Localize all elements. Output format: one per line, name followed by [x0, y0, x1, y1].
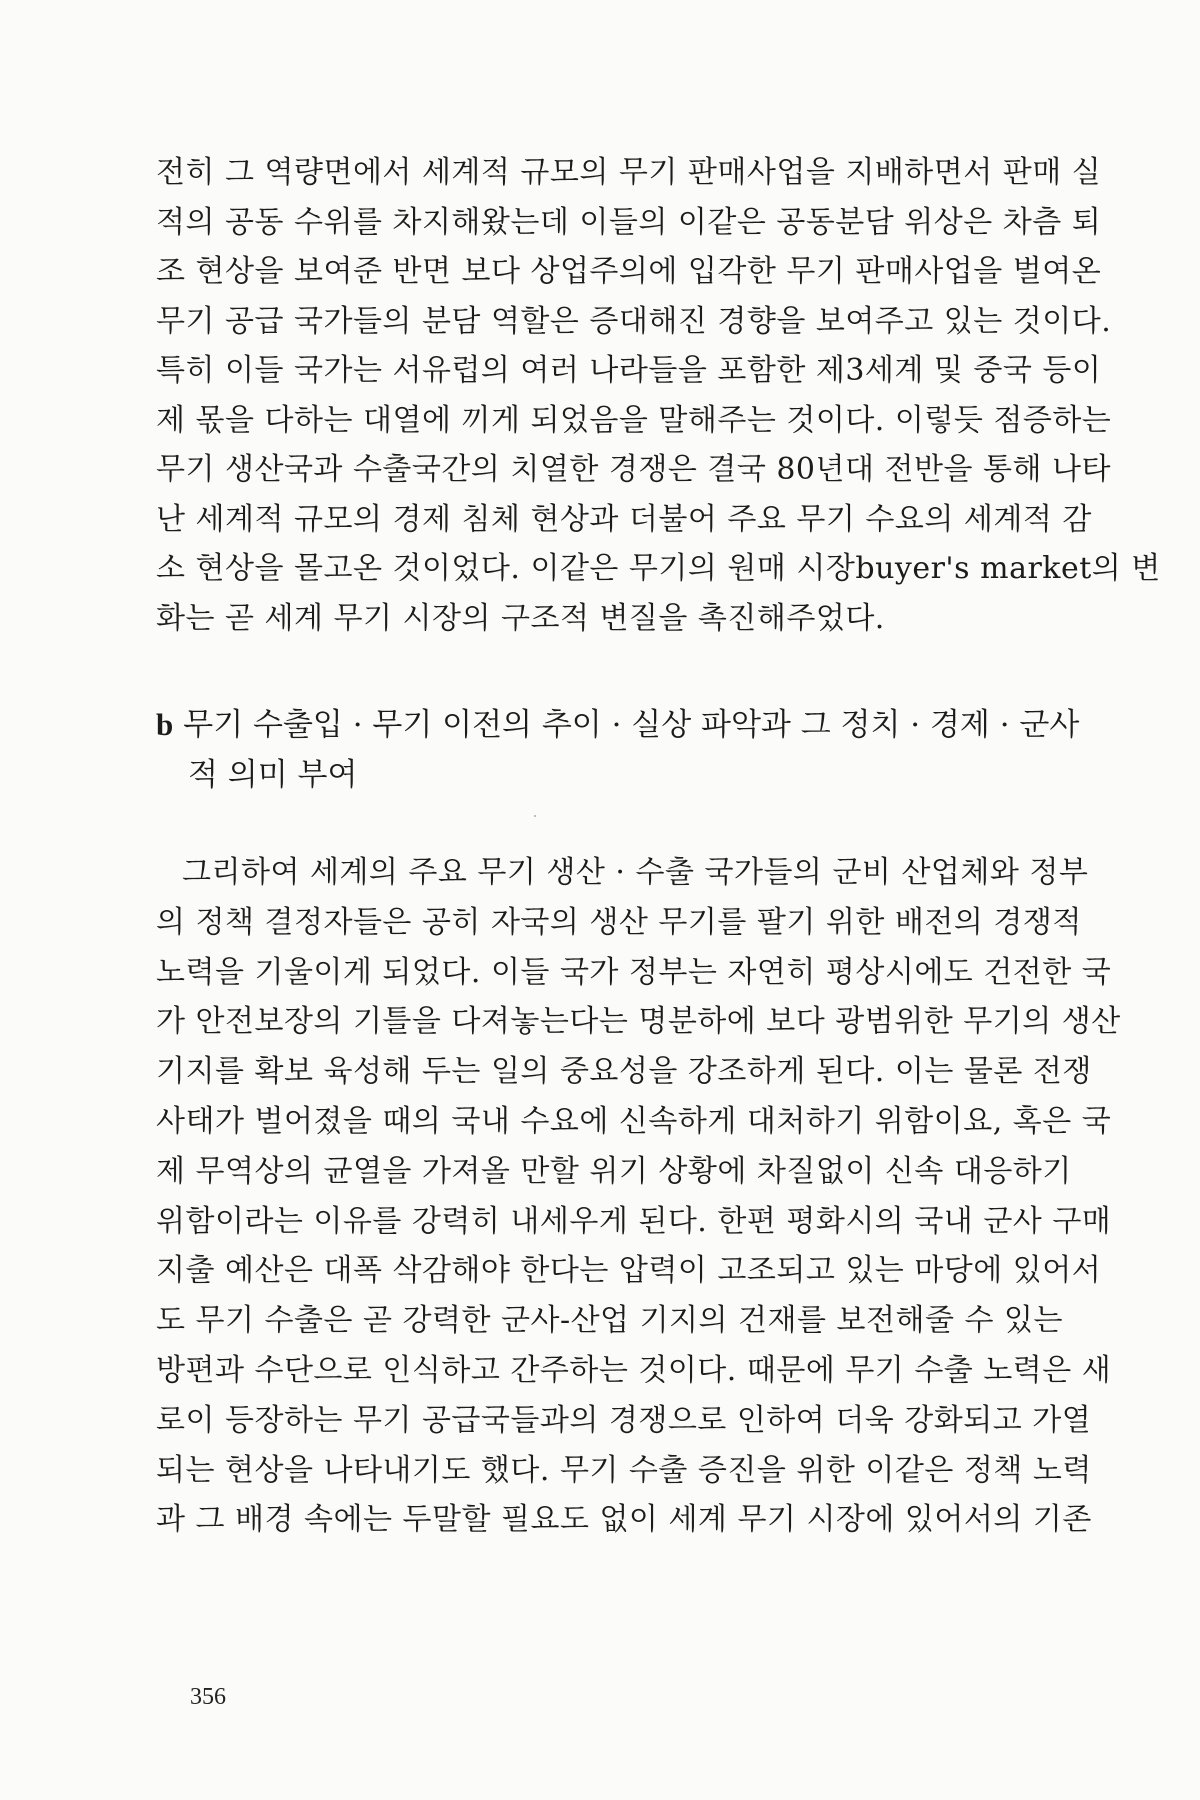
text-line: 난 세계적 규모의 경제 침체 현상과 더불어 주요 무기 수요의 세계적 감 — [156, 501, 1092, 537]
text-line: 기지를 확보 육성해 두는 일의 중요성을 강조하게 된다. 이는 물론 전쟁 — [156, 1054, 1092, 1090]
text-line: 무기 공급 국가들의 분담 역할은 증대해진 경향을 보여주고 있는 것이다. — [156, 303, 1112, 339]
text-line: 노력을 기울이게 되었다. 이들 국가 정부는 자연히 평상시에도 건전한 국 — [156, 954, 1112, 990]
text-line: 과 그 배경 속에는 두말할 필요도 없이 세계 무기 시장에 있어서의 기존 — [156, 1502, 1092, 1538]
text-line: 지출 예산은 대폭 삭감해야 한다는 압력이 고조되고 있는 마당에 있어서 — [156, 1253, 1102, 1289]
ornament-dot — [534, 815, 536, 817]
text-line: 제 무역상의 균열을 가져올 만할 위기 상황에 차질없이 신속 대응하기 — [156, 1153, 1072, 1189]
section-heading — [156, 700, 1080, 800]
section-heading-line-2: 적 의미 부여 — [188, 757, 358, 793]
text-line: 도 무기 수출은 곧 강력한 군사-산업 기지의 건재를 보전해줄 수 있는 — [156, 1303, 1063, 1339]
paragraph-2 — [156, 848, 1121, 1545]
text-line: 소 현상을 몰고온 것이었다. 이같은 무기의 원매 시장buyer's market의 변 — [156, 551, 1161, 586]
text-line: 화는 곧 세계 무기 시장의 구조적 변질을 촉진해주었다. — [156, 600, 885, 636]
text-line: 방편과 수단으로 인식하고 간주하는 것이다. 때문에 무기 수출 노력은 새 — [156, 1352, 1112, 1388]
text-line: 적의 공동 수위를 차지해왔는데 이들의 이같은 공동분담 위상은 차츰 퇴 — [156, 204, 1102, 240]
text-line: 무기 생산국과 수출국간의 치열한 경쟁은 결국 80년대 전반을 통해 나타 — [156, 452, 1111, 487]
paragraph-1 — [156, 148, 1161, 643]
text-line: 전히 그 역량면에서 세계적 규모의 무기 판매사업을 지배하면서 판매 실 — [156, 155, 1102, 190]
text-line: 가 안전보장의 기틀을 다져놓는다는 명분하에 보다 광범위한 무기의 생산 — [156, 1004, 1121, 1040]
page-number: 356 — [190, 1684, 226, 1710]
section-heading-line-1 — [156, 700, 1080, 750]
text-line: 로이 등장하는 무기 공급국들과의 경쟁으로 인하여 더욱 강화되고 가열 — [156, 1402, 1092, 1438]
text-line: 특히 이들 국가는 서유럽의 여러 나라들을 포함한 제3세계 및 중국 등이 — [156, 353, 1102, 388]
section-heading-text: 무기 수출입 · 무기 이전의 추이 · 실상 파악과 그 정치 · 경제 · 군사 — [183, 707, 1080, 743]
text-line: 사태가 벌어졌을 때의 국내 수요에 신속하게 대처하기 위함이요, 혹은 국 — [156, 1103, 1112, 1139]
text-line: 그리하여 세계의 주요 무기 생산 · 수출 국가들의 군비 산업체와 정부 — [182, 855, 1089, 890]
text-line: 되는 현상을 나타내기도 했다. 무기 수출 증진을 위한 이같은 정책 노력 — [156, 1452, 1092, 1488]
text-line: 제 몫을 다하는 대열에 끼게 되었음을 말해주는 것이다. 이렇듯 점증하는 — [156, 402, 1112, 438]
text-line: 조 현상을 보여준 반면 보다 상업주의에 입각한 무기 판매사업을 벌여온 — [156, 254, 1102, 289]
text-line: 의 정책 결정자들은 공히 자국의 생산 무기를 팔기 위한 배전의 경쟁적 — [156, 904, 1082, 940]
text-line: 위함이라는 이유를 강력히 내세우게 된다. 한편 평화시의 국내 군사 구매 — [156, 1203, 1112, 1239]
section-marker: b — [156, 707, 174, 742]
